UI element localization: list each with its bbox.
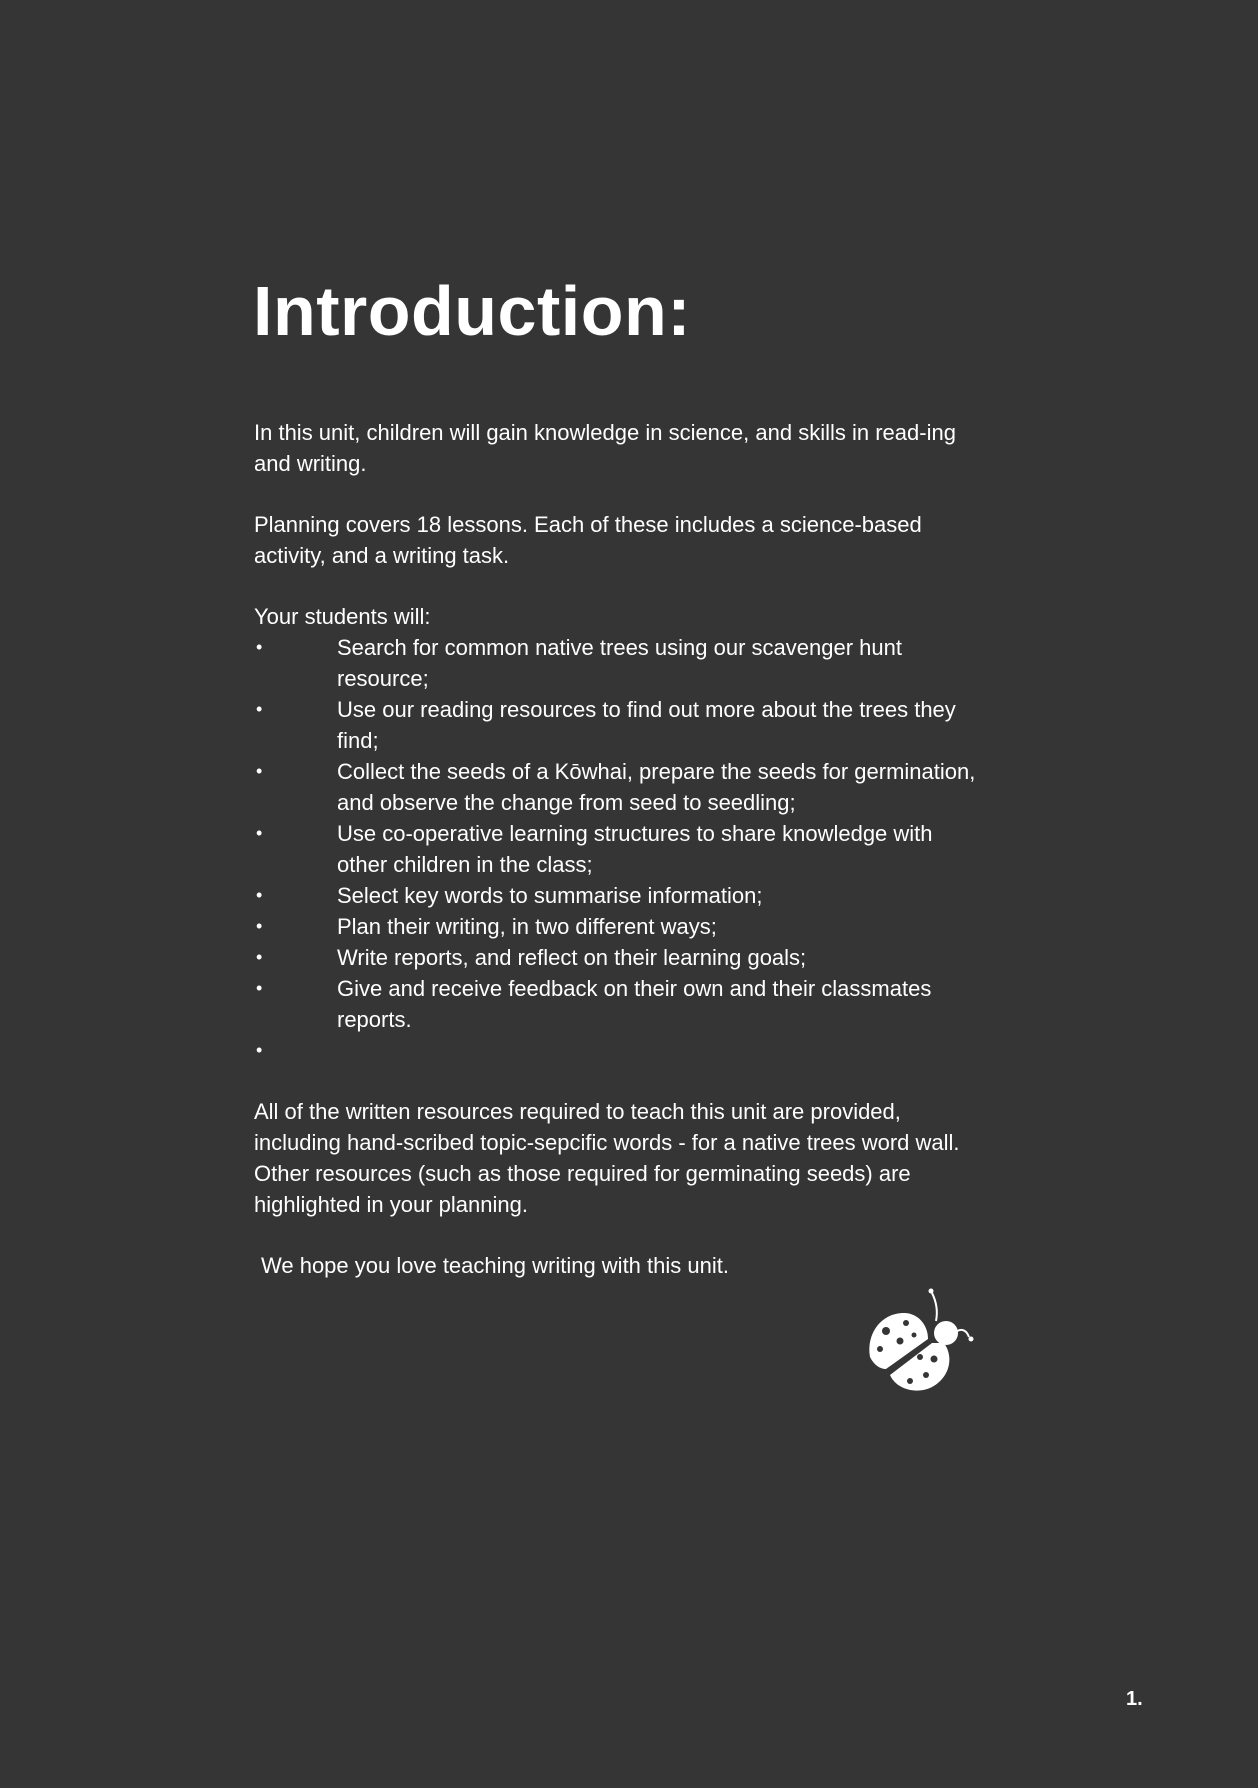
bullet-icon: •: [256, 637, 263, 657]
student-outcomes-list: [254, 632, 984, 1066]
intro-content: [254, 417, 984, 1281]
list-item: • Select key words to summarise information;: [254, 880, 984, 911]
list-item: [254, 1035, 984, 1066]
bullet-icon: •: [256, 1040, 263, 1060]
bullet-icon: •: [256, 916, 263, 936]
list-item: • Use our reading resources to find out more about the trees they find;: [254, 694, 984, 756]
ladybug-icon: [866, 1283, 980, 1393]
bullet-icon: •: [256, 823, 263, 843]
bullet-icon: •: [256, 947, 263, 967]
list-item: • Give and receive feedback on their own and their classmates reports.: [254, 973, 984, 1035]
page-title: Introduction:: [253, 272, 692, 350]
list-item: • Plan their writing, in two different ways;: [254, 911, 984, 942]
bullet-icon: •: [256, 699, 263, 719]
bullet-icon: •: [256, 978, 263, 998]
list-item: • Use co-operative learning structures to share knowledge with other children in the class;: [254, 818, 984, 880]
list-item: • Collect the seeds of a Kōwhai, prepare the seeds for germination, and observe the change from seed to seedling;: [254, 756, 984, 818]
page-number: 1.: [1126, 1688, 1143, 1710]
intro-paragraph-1: In this unit, children will gain knowledge in science, and skills in read-ing and writing.: [254, 420, 956, 476]
list-item: • Write reports, and reflect on their learning goals;: [254, 942, 984, 973]
bullet-icon: •: [256, 761, 263, 781]
intro-paragraph-2: Planning covers 18 lessons. Each of these includes a science-based activity, and a writing task.: [254, 512, 922, 568]
intro-paragraph-3: All of the written resources required to teach this unit are provided, including hand-scribed topic-sepcific words - for a native trees word wall. Other resources (such as those required for germinating seeds) are highlighted in your planning.: [254, 1099, 960, 1217]
students-heading: Your students will:: [254, 604, 431, 629]
list-item: • Search for common native trees using our scavenger hunt resource;: [254, 632, 984, 694]
bullet-icon: •: [256, 885, 263, 905]
closing-line: We hope you love teaching writing with this unit.: [261, 1253, 729, 1278]
